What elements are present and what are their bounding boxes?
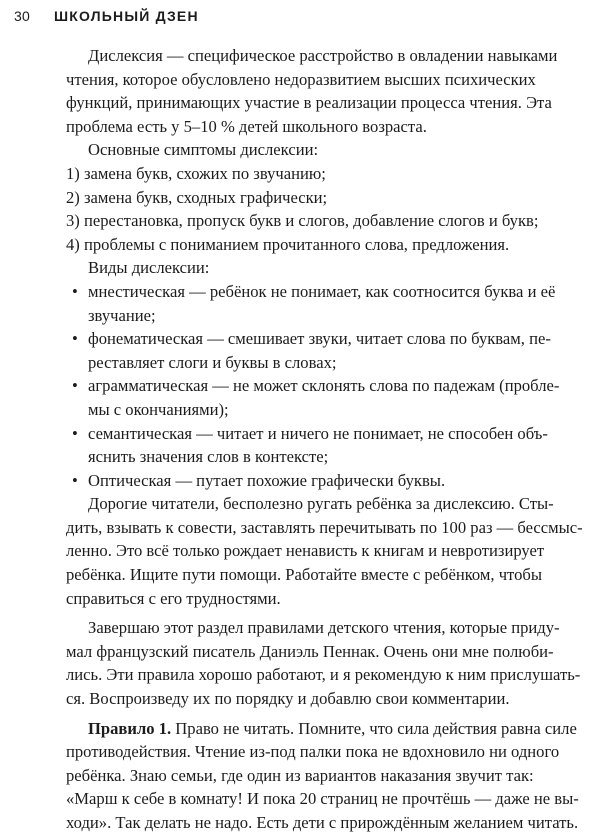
bullet-icon: • bbox=[72, 376, 78, 396]
type-item-line: реставляет слоги и буквы в словах; bbox=[88, 352, 337, 372]
text-line: функций, принимающих участие в реализации процесса чтения. Эта bbox=[66, 93, 552, 113]
bullet-icon: • bbox=[72, 329, 78, 349]
bullet-icon: • bbox=[72, 423, 78, 443]
text-line: дить, взывать к совести, заставлять перечитывать по 100 раз — бессмыс- bbox=[66, 517, 583, 537]
type-item-line: Оптическая — путает похожие графически буквы. bbox=[88, 470, 446, 490]
text-line: ходи». Так делать не надо. Есть дети с прирождённым желанием читать. bbox=[66, 813, 579, 832]
type-item bbox=[66, 469, 578, 493]
text-line: проблема есть у 5–10 % детей школьного возраста. bbox=[66, 116, 427, 136]
text-line: Дислексия — специфическое расстройство в овладении навыками bbox=[88, 46, 558, 65]
symptom-item: 3) перестановка, пропуск букв и слогов, добавление слогов и букв; bbox=[66, 211, 539, 231]
type-item bbox=[66, 327, 578, 374]
bullet-icon: • bbox=[72, 281, 78, 301]
symptom-item: 1) замена букв, схожих по звучанию; bbox=[66, 163, 326, 183]
rule-1-label: Правило 1. bbox=[88, 718, 172, 738]
text-line: противодействия. Чтение из-под палки пока не вдохновило ни одного bbox=[66, 742, 560, 762]
text-line: ребёнка. Ищите пути помощи. Работайте вместе с ребёнком, чтобы bbox=[66, 565, 542, 585]
symptom-item: 2) замена букв, сходных графически; bbox=[66, 187, 328, 207]
text-line: справиться с его трудностями. bbox=[66, 588, 281, 608]
type-item bbox=[66, 374, 578, 421]
text-line: чтения, которое обусловлено недоразвитием высших психических bbox=[66, 69, 536, 89]
rule-1-first-line bbox=[66, 717, 578, 741]
text-line: мал французский писатель Даниэль Пеннак. Очень они мне полюби- bbox=[66, 641, 554, 661]
book-title: ШКОЛЬНЫЙ ДЗЕН bbox=[54, 8, 199, 24]
symptoms-heading: Основные симптомы дислексии: bbox=[88, 140, 319, 160]
text-line: лись. Эти правила хорошо работают, и я рекомендую к ним прислушать- bbox=[66, 665, 581, 685]
bullet-icon: • bbox=[72, 470, 78, 490]
text-line: Дорогие читатели, бесполезно ругать ребёнка за дислексию. Сты- bbox=[88, 494, 554, 514]
type-item-line: звучание; bbox=[88, 305, 156, 325]
text-line: ребёнка. Знаю семьи, где один из вариантов наказания звучит так: bbox=[66, 765, 534, 785]
page-number: 30 bbox=[14, 8, 30, 24]
type-item bbox=[66, 422, 578, 469]
text-line: Завершаю этот раздел правилами детского чтения, которые приду- bbox=[88, 618, 560, 638]
symptom-item: 4) проблемы с пониманием прочитанного слова, предложения. bbox=[66, 234, 510, 254]
running-head bbox=[14, 8, 199, 24]
type-item-line: аграмматическая — не может склонять слова по падежам (пробле- bbox=[88, 376, 560, 396]
type-item-line: семантическая — читает и ничего не понимает, не способен объ- bbox=[88, 423, 548, 443]
type-item bbox=[66, 280, 578, 327]
type-item-line: яснить значения слов в контексте; bbox=[88, 447, 329, 467]
advice-paragraph bbox=[66, 492, 583, 610]
definition-paragraph bbox=[66, 44, 578, 138]
types-section bbox=[66, 256, 578, 492]
text-line: «Марш к себе в комнату! И пока 20 страниц не прочтёшь — даже не вы- bbox=[66, 789, 579, 809]
type-item-line: фонематическая — смешивает звуки, читает слова по буквам, пе- bbox=[88, 329, 551, 349]
text-line: ленно. Это всё только рождает ненависть к книгам и невротизирует bbox=[66, 541, 545, 561]
types-heading: Виды дислексии: bbox=[88, 258, 210, 278]
closing-paragraph bbox=[66, 616, 581, 710]
type-item-line: мы с окончаниями); bbox=[88, 399, 229, 419]
rule-1-first-line-text: Право не читать. Помните, что сила действия равна силе bbox=[171, 718, 577, 738]
symptoms-section bbox=[66, 138, 578, 256]
rule-1-paragraph bbox=[66, 717, 578, 835]
type-item-line: мнестическая — ребёнок не понимает, как соотносится буква и её bbox=[88, 281, 556, 301]
text-line: ся. Воспроизведу их по порядку и добавлю свои комментарии. bbox=[66, 689, 510, 709]
body-text bbox=[66, 44, 583, 835]
